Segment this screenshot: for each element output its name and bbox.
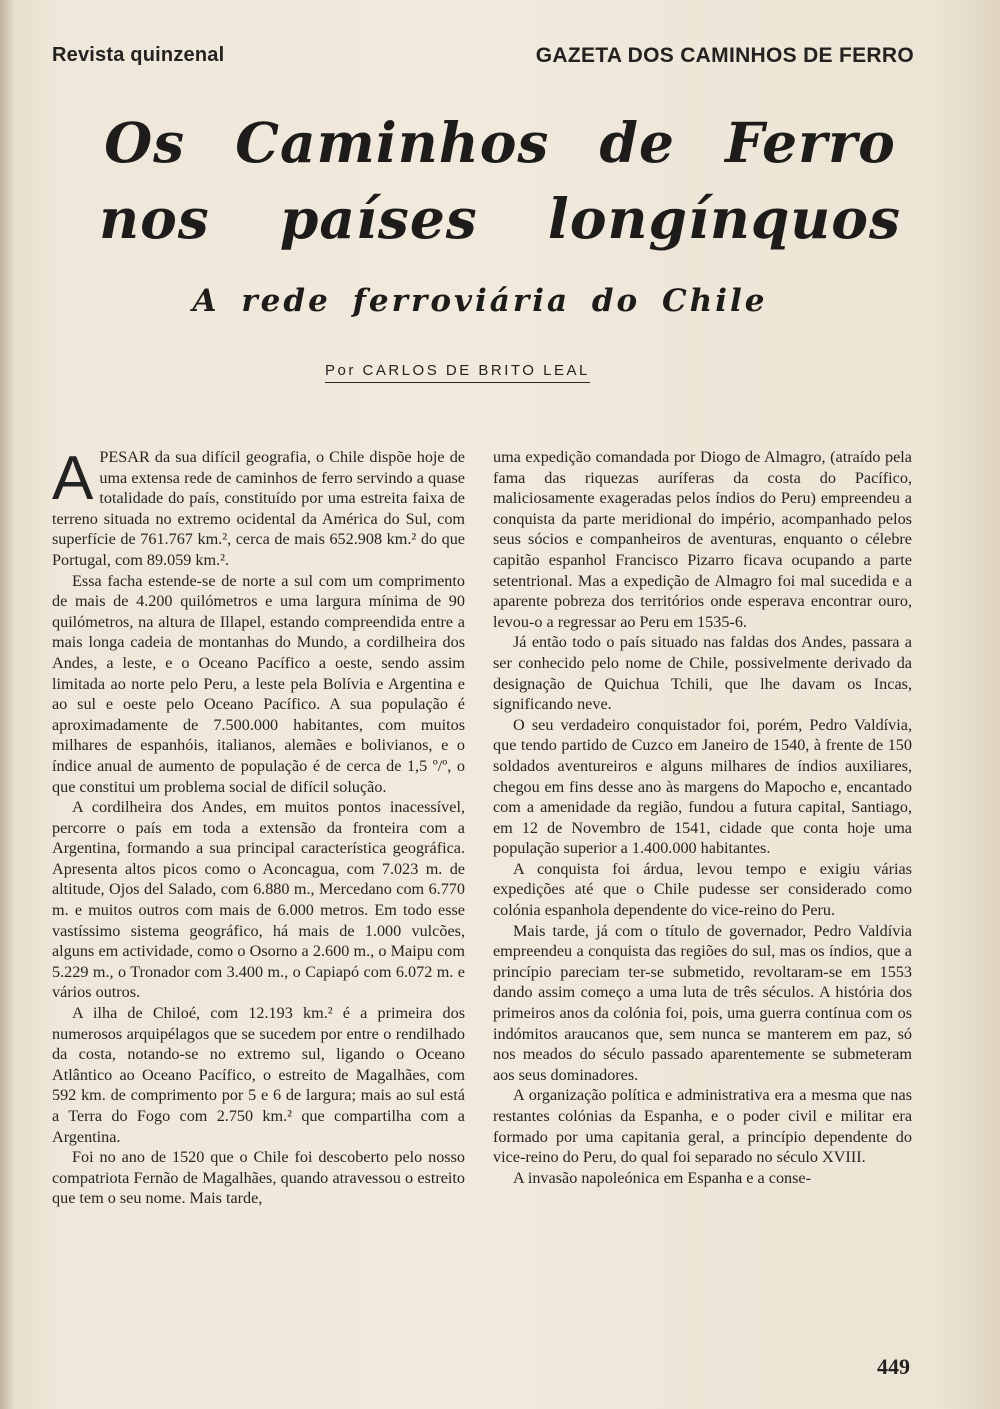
paragraph: A conquista foi árdua, levou tempo e exigiu várias expedições até que o Chile pudesse ser considerado como colónia espanhola dependente do vice-reino do Peru. [493,859,912,920]
paragraph: Mais tarde, já com o título de governador, Pedro Valdívia empreendeu a conquista das regiões do sul, mas os índios, que a princípio pareciam ter-se submetido, revoltaram-se em 1553 dando assim começo a uma luta de três séculos. A história dos primeiros anos da colónia foi, pois, uma guerra contínua com os indómitos araucanos que, sem nunca se manterem em paz, só nos meados do século passado aparentemente se submeteram aos seus dominadores. [493,921,912,1084]
paragraph: Já então todo o país situado nas faldas dos Andes, passara a ser conhecido pelo nome de Chile, possivelmente derivado da designação de Quichua Tchili, que lhe davam os Incas, significando neve. [493,633,912,714]
page-number: 449 [877,1354,910,1379]
paragraph [52,444,465,571]
article-title-line1: Os Caminhos de Ferro [104,110,896,175]
article-byline: Por CARLOS DE BRITO LEAL [325,362,590,383]
text-column-right [493,447,912,1188]
paragraph: A ilha de Chiloé, com 12.193 km.² é a primeira dos numerosos arquipélagos que se sucedem por entre o rendilhado da costa, notando-se no extremo sul, ligando o Oceano Atlântico ao Oceano Pacífico, o estreito de Magalhães, com 592 km. de comprimento por 5 e 6 de largura; mais ao sul está a Terra do Fogo com 2.750 km.² que compartilha com a Argentina. [52,1004,465,1146]
article-subtitle: A rede ferroviária do Chile [192,283,768,319]
paragraph: A organização política e administrativa era a mesma que nas restantes colónias da Espanha, e o poder civil e militar era formado por uma capitania geral, a princípio dependente do vice-reino do Peru, do qual foi separado no século XVIII. [493,1086,912,1167]
paragraph: uma expedição comandada por Diogo de Almagro, (atraído pela fama das riquezas auríferas da costa do Pacífico, maliciosamente exageradas pelos índios do Peru) empreendeu a conquista da parte meridional do império, acompanhado pelos seus sócios e companheiros de aventuras, enquanto o célebre capitão espanhol Francisco Pizarro ficava ocupando a parte setentrional. Mas a expedição de Almagro foi mal sucedida e a aparente pobreza dos territórios onde esperava encontrar ouro, levou-o a regressar ao Peru em 1535-6. [493,448,912,631]
article-title-line2: nos países longínquos [99,186,901,251]
header-publication-title: GAZETA DOS CAMINHOS DE FERRO [535,44,914,67]
drop-cap: A [52,444,94,513]
paragraph: A invasão napoleónica em Espanha e a conse- [513,1168,812,1187]
header-periodicity: Revista quinzenal [52,44,225,66]
paragraph: Essa facha estende-se de norte a sul com um comprimento de mais de 4.200 quilómetros e uma largura mínima de 90 quilómetros, na altura de Illapel, estando compreendida entre a mais longa cadeia de montanhas do Mundo, a cordilheira dos Andes, a leste, e o Oceano Pacífico a oeste, sendo assim limitada ao norte pelo Peru, a leste pela Bolívia e Argentina e ao sul e oeste pelo Oceano Pacífico. A sua população é aproximadamente de 7.500.000 habitantes, com muitos milhares de espanhóis, italianos, alemães e bolivianos, e o índice anual de aumento de população é de cerca de 1,5 º/º, o que constitui um problema social de difícil solução. [52,571,465,796]
paragraph: O seu verdadeiro conquistador foi, porém, Pedro Valdívia, que tendo partido de Cuzco em Janeiro de 1540, à frente de 150 soldados aventureiros e alguns milhares de índios auxiliares, chegou em fins desse ano às margens do Mapocho e, encantado com a amenidade da região, fundou a futura capital, Santiago, em 12 de Novembro de 1541, cidade que conta hoje uma população superior a 1.400.000 habitantes. [493,715,912,858]
text-column-left [52,444,465,1209]
paragraph-text: PESAR da sua difícil geografia, o Chile dispõe hoje de uma extensa rede de caminhos de ferro servindo a quase totalidade do país, constituído por uma estreita faixa de terreno situada no extremo ocidental da América do Sul, com superfície de 761.767 km.², cerca de mais 652.908 km.² do que Portugal, com 89.059 km.². [52,448,465,569]
paragraph: Foi no ano de 1520 que o Chile foi descoberto pelo nosso compatriota Fernão de Magalhães, quando atravessou o estreito que tem o seu nome. Mais tarde, [52,1148,465,1208]
paragraph: A cordilheira dos Andes, em muitos pontos inacessível, percorre o país em toda a extensão da fronteira com a Argentina, formando a sua principal característica geográfica. Apresenta altos picos como o Aconcagua, com 7.023 m. de altitude, Ojos del Salado, com 6.880 m., Mercedano com 6.770 m. e muitos outros com mais de 6.000 metros. Em todo esse vastíssimo sistema geográfico, há mais de 1.000 vulcões, alguns em actividade, como o Osorno a 2.600 m., o Maipu com 5.229 m., o Tronador com 3.400 m., o Capiapó com 6.072 m. e vários outros. [52,798,465,1002]
